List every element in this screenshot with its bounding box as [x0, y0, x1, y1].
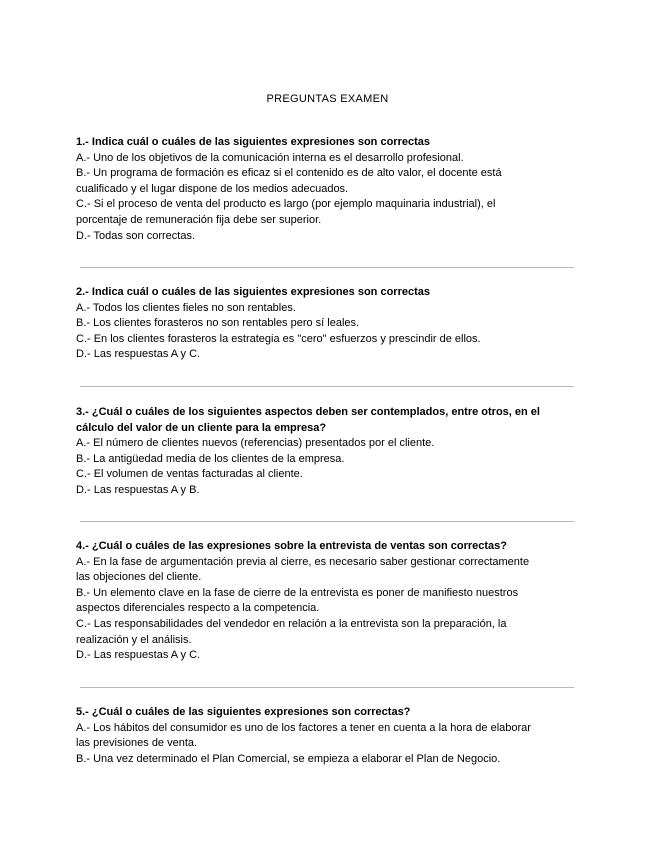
option-c: C.- El volumen de ventas facturadas al cliente.: [76, 468, 303, 481]
question-title: 2.- Indica cuál o cuáles de las siguientes expresiones son correctas: [76, 286, 430, 298]
option-a: A.- El número de clientes nuevos (referencias) presentados por el cliente.: [76, 437, 435, 450]
option-b: B.- Una vez determinado el Plan Comercial, se empieza a elaborar el Plan de Negocio.: [76, 752, 501, 765]
question-4: [76, 539, 546, 664]
question-title: 5.- ¿Cuál o cuáles de las siguientes expresiones son correctas?: [76, 706, 411, 718]
option-d: D.- Las respuestas A y C.: [76, 649, 201, 662]
option-a: A.- En la fase de argumentación previa al cierre, es necesario saber gestionar correctamente las objeciones del cliente.: [76, 555, 530, 584]
option-b: B.- Un programa de formación es eficaz si el contenido es de alto valor, el docente está cualificado y el lugar dispone de los medios adecuados.: [76, 167, 502, 195]
option-a: A.- Los hábitos del consumidor es uno de los factores a tener en cuenta a la hora de elaborar las previsiones de venta.: [76, 721, 531, 750]
option-d: D.- Las respuestas A y B.: [76, 483, 200, 496]
document-title: PREGUNTAS EXAMEN: [266, 93, 389, 105]
option-c: C.- Las responsabilidades del vendedor en relación a la entrevista son la preparación, la realización y el análisis.: [76, 617, 507, 646]
question-1: [76, 135, 546, 244]
option-b: B.- Un elemento clave en la fase de cierre de la entrevista es poner de manifiesto nuestros aspectos diferenciales respecto a la competencia.: [76, 586, 519, 615]
question-3: [76, 405, 546, 499]
option-c: C.- Si el proceso de venta del producto es largo (por ejemplo maquinaria industrial), el porcentaje de remuneración fija debe ser superior.: [76, 198, 496, 226]
option-a: A.- Uno de los objetivos de la comunicación interna es el desarrollo profesional.: [76, 151, 464, 164]
option-b: B.- La antigüedad media de los clientes de la empresa.: [76, 452, 345, 465]
option-c: C.- En los clientes forasteros la estrategia es "cero" esfuerzos y prescindir de ellos.: [76, 332, 481, 345]
divider: [80, 521, 574, 522]
question-5: [76, 705, 546, 767]
divider: [80, 267, 574, 268]
divider: [80, 386, 574, 387]
divider: [80, 687, 574, 688]
question-title: 4.- ¿Cuál o cuáles de las expresiones sobre la entrevista de ventas son correctas?: [76, 540, 508, 552]
question-title: 1.- Indica cuál o cuáles de las siguientes expresiones son correctas: [76, 136, 430, 148]
question-title: 3.- ¿Cuál o cuáles de los siguientes aspectos deben ser contemplados, entre otros, en el cálculo del valor de un cliente para la empresa?: [76, 406, 540, 434]
option-a: A.- Todos los clientes fieles no son rentables.: [76, 301, 296, 314]
option-d: D.- Las respuestas A y C.: [76, 348, 201, 361]
question-2: [76, 285, 546, 363]
option-d: D.- Todas son correctas.: [76, 229, 196, 242]
option-b: B.- Los clientes forasteros no son rentables pero sí leales.: [76, 317, 360, 330]
